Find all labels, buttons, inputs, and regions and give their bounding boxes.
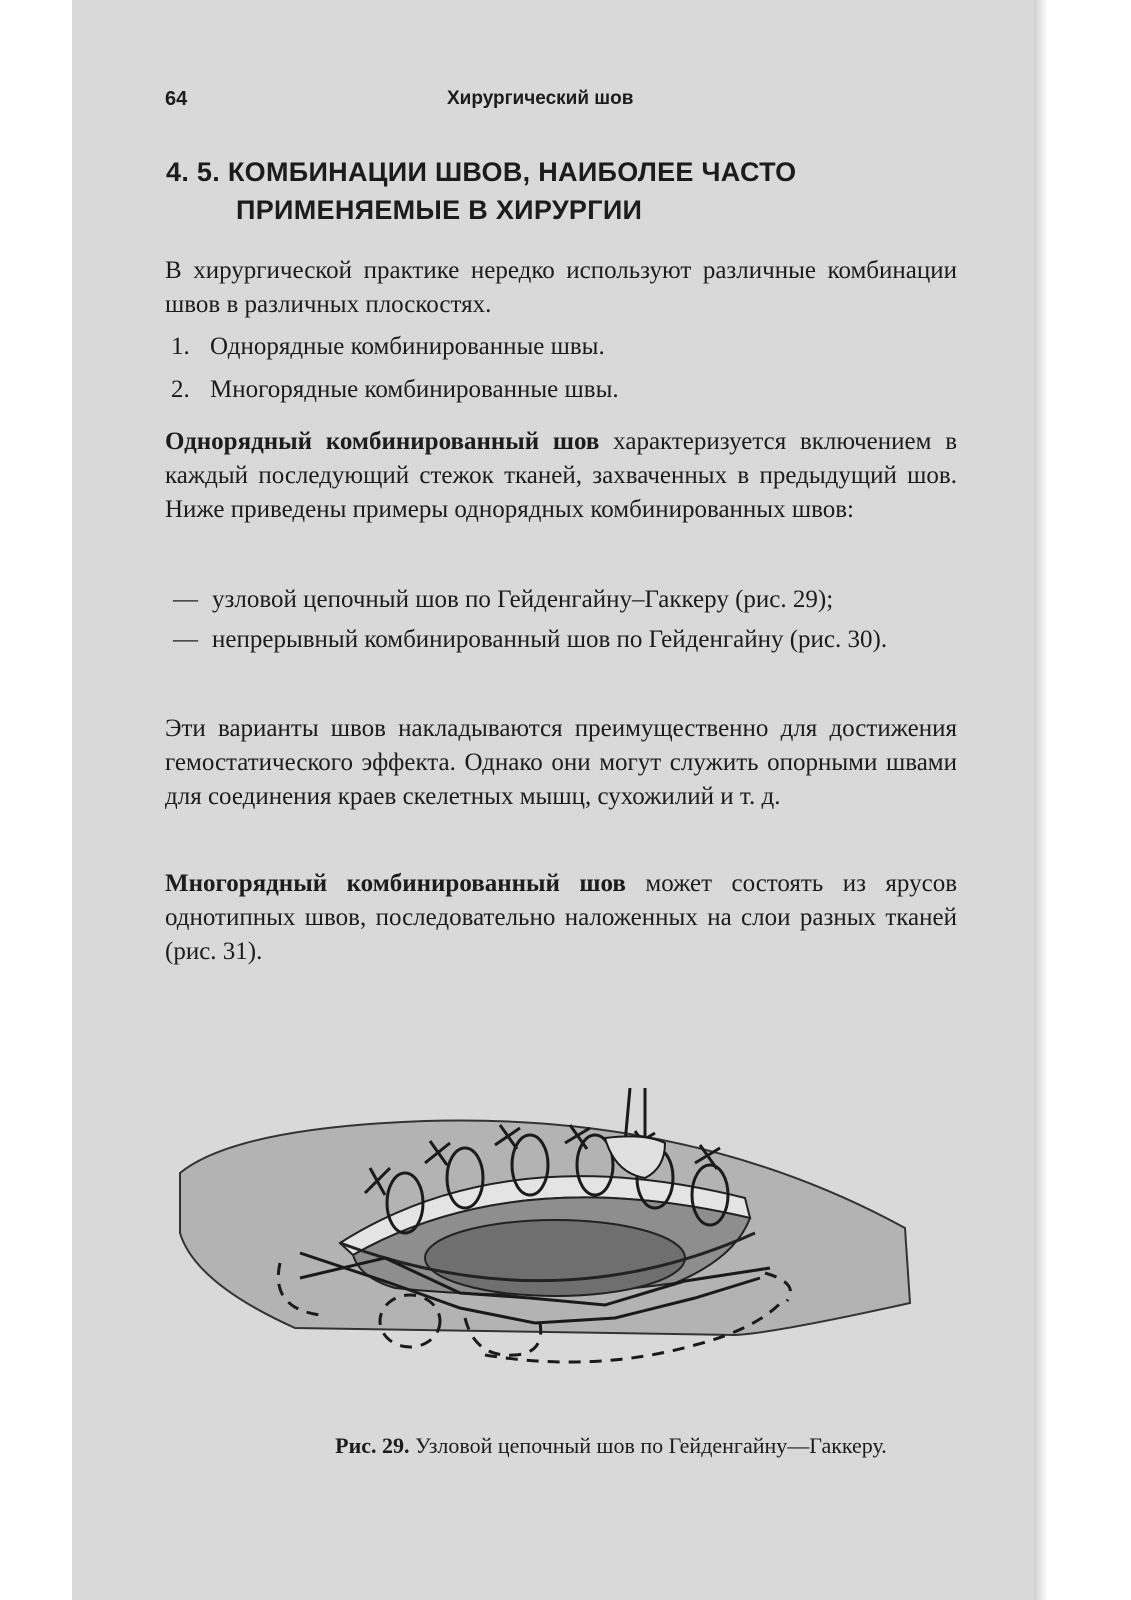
list-marker: 1. [171,333,190,360]
intro-paragraph: В хирургической практике нередко используют различные комбинации швов в различных плоскостях. [165,257,957,318]
wound-depth [425,1220,685,1296]
page-edge-shadow [1034,0,1048,1600]
variants-paragraph: Эти варианты швов накладываются преимущественно для достижения гемостатического эффекта. Однако они могут служить опорными швами для соединения краев скелетных мышц, сухожилий и т. д. [165,715,957,810]
list-item [165,330,957,364]
example-item [165,623,957,657]
running-title: Хирургический шов [447,88,634,109]
section-title-line1: КОМБИНАЦИИ ШВОВ, НАИБОЛЕЕ ЧАСТО [227,157,797,187]
caption-text: Узловой цепочный шов по Гейденгайну—Гаккеру. [409,1433,887,1458]
section-number: 4. 5. [166,157,221,187]
page-number: 64 [165,88,188,110]
single-row-paragraph [165,425,957,527]
list-marker: 2. [171,376,190,403]
example-text: непрерывный комбинированный шов по Гейденгайну (рис. 30). [212,626,888,653]
section-title-line2: ПРИМЕНЯЕМЫЕ В ХИРУРГИИ [236,195,643,225]
list-item-text: Однорядные комбинированные швы. [210,333,605,360]
dash-marker: — [173,626,198,653]
suture-illustration [175,1083,915,1383]
dash-marker: — [173,586,198,613]
figure-caption [165,1433,1057,1459]
section-heading [166,153,966,229]
term-single-row: Однорядный комбинированный шов [165,428,600,455]
example-item [165,583,957,617]
term-multi-row: Многорядный комбинированный шов [165,870,626,897]
multi-row-paragraph [165,867,957,969]
caption-label: Рис. 29. [335,1433,410,1458]
list-item [165,373,957,407]
single-row-text: характеризуется включением в каждый последующий стежок тканей, захваченных в предыдущий шов. Ниже приведены примеры однорядных комбинированных швов: [165,428,957,523]
multi-row-text: может состоять из ярусов однотипных швов, последовательно наложенных на слои разных тканей (рис. 31). [165,870,957,965]
example-text: узловой цепочный шов по Гейденгайну–Гаккеру (рис. 29); [212,586,834,613]
list-item-text: Многорядные комбинированные швы. [210,376,619,403]
